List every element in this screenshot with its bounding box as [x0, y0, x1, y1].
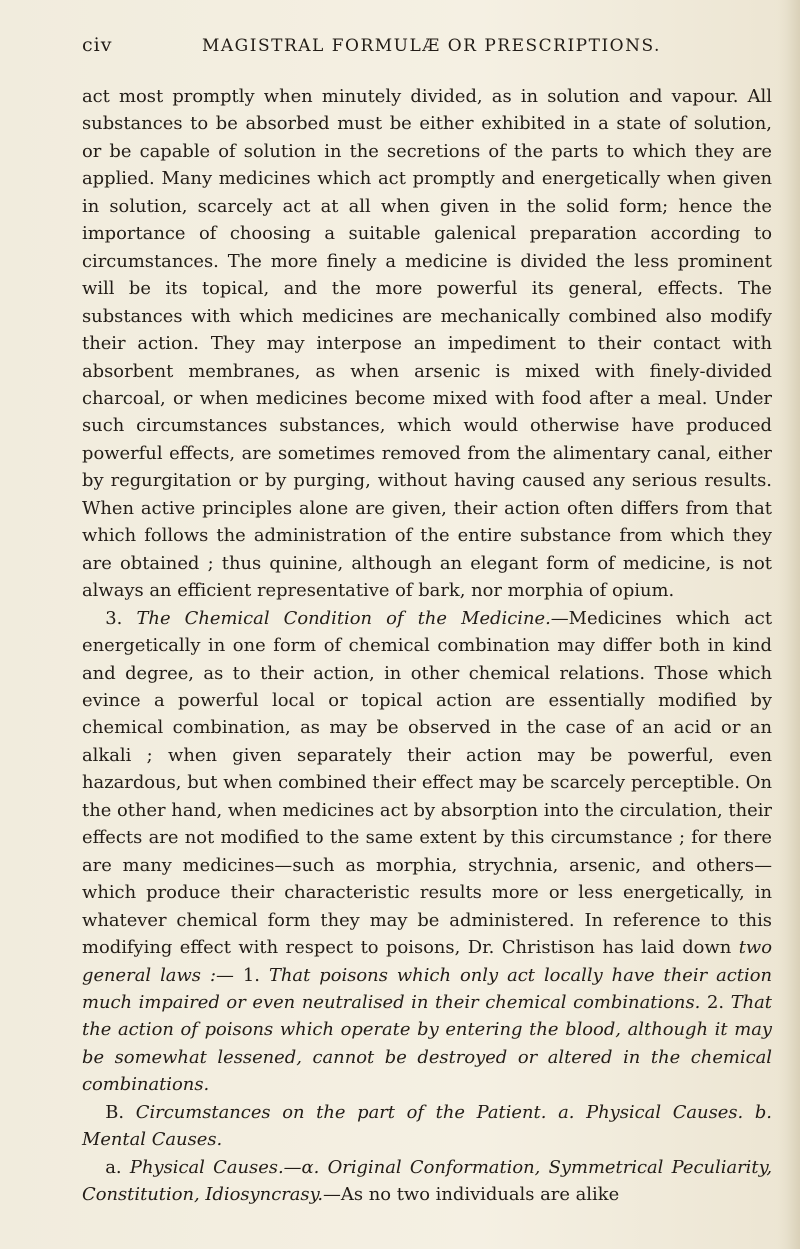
paragraph-patient-circumstances [82, 1099, 772, 1154]
page-number: civ [82, 34, 113, 56]
page-header [82, 34, 772, 60]
law-2-number: 2. [706, 991, 725, 1013]
section-text: —Medicines which act energetically in one form of chemical combination may differ both in kind and degree, as to their action, in other chemical relations. Those which evince a powerful local or topical action are essentially modified by chemical combination, as may be observed in the case of an acid or an alkali ; when given separately their action may be powerful, even hazardous, but when combined their effect may be scarcely perceptible. On the other hand, when medicines act by absorption into the circulation, their effects are not modified to the same extent by this circumstance ; for there are many medicines—such as morphia, strychnia, arsenic, and others—which produce their characteristic results more or less energetically, in whatever chemical form they may be administered. In reference to this modifying effect with respect to poisons, Dr. Christison has laid down [82, 607, 773, 959]
subsection-text: —As no two individuals are alike [323, 1184, 620, 1206]
page-edge [778, 0, 800, 1249]
body-text [82, 83, 772, 1209]
paragraph-physical-causes [82, 1154, 772, 1209]
section-title: Circumstances on the part of the Patient. a. Physical Causes. b. Mental Causes. [82, 1101, 772, 1151]
paragraph-solution: act most promptly when minutely divided, as in solution and vapour. All substances to be absorbed must be either exhibited in a state of solution, or be capable of solution in the secretions of the parts to which they are applied. Many medicines which act promptly and energetically when given in solution, scarcely act at all when given in the solid form; hence the importance of choosing a suitable galenical preparation according to circumstances. The more finely a medicine is divided the less prominent will be its topical, and the more powerful its general, effects. The substances with which medicines are mechanically combined also modify their action. They may interpose an impediment to their contact with absorbent membranes, as when arsenic is mixed with finely-divided charcoal, or when medicines become mixed with food after a meal. Under such circumstances substances, which would otherwise have produced powerful effects, are sometimes removed from the alimentary canal, either by regurgitation or by purging, without having caused any serious results. When active principles alone are given, their action often differs from that which follows the administration of the entire substance from which they are obtained ; thus quinine, although an elegant form of medicine, is not always an efficient representative of bark, nor morphia of opium. [82, 86, 772, 602]
section-heading: The Chemical Condition of the Medicine. [136, 607, 551, 629]
paragraph-chemical-condition [82, 605, 772, 1099]
section-number: 3. [105, 607, 123, 629]
running-head: MAGISTRAL FORMULÆ OR PRESCRIPTIONS. [202, 36, 661, 56]
laws-intro: two general laws :— [82, 937, 773, 986]
section-letter: B. [105, 1101, 125, 1123]
law-1: That poisons which only act locally have their action much impaired or even neutralised in their chemical combinations. [82, 964, 773, 1013]
subsection-heading: Physical Causes.—α. Original Conformation, Symmetrical Peculiarity, Constitution, Idiosyncrasy. [82, 1156, 773, 1206]
law-1-number: 1. [242, 964, 260, 986]
subsection-letter: a. [105, 1156, 122, 1178]
law-2: That the action of poisons which operate by entering the blood, although it may be somewhat lessened, cannot be destroyed or altered in the chemical combinations. [82, 991, 772, 1096]
